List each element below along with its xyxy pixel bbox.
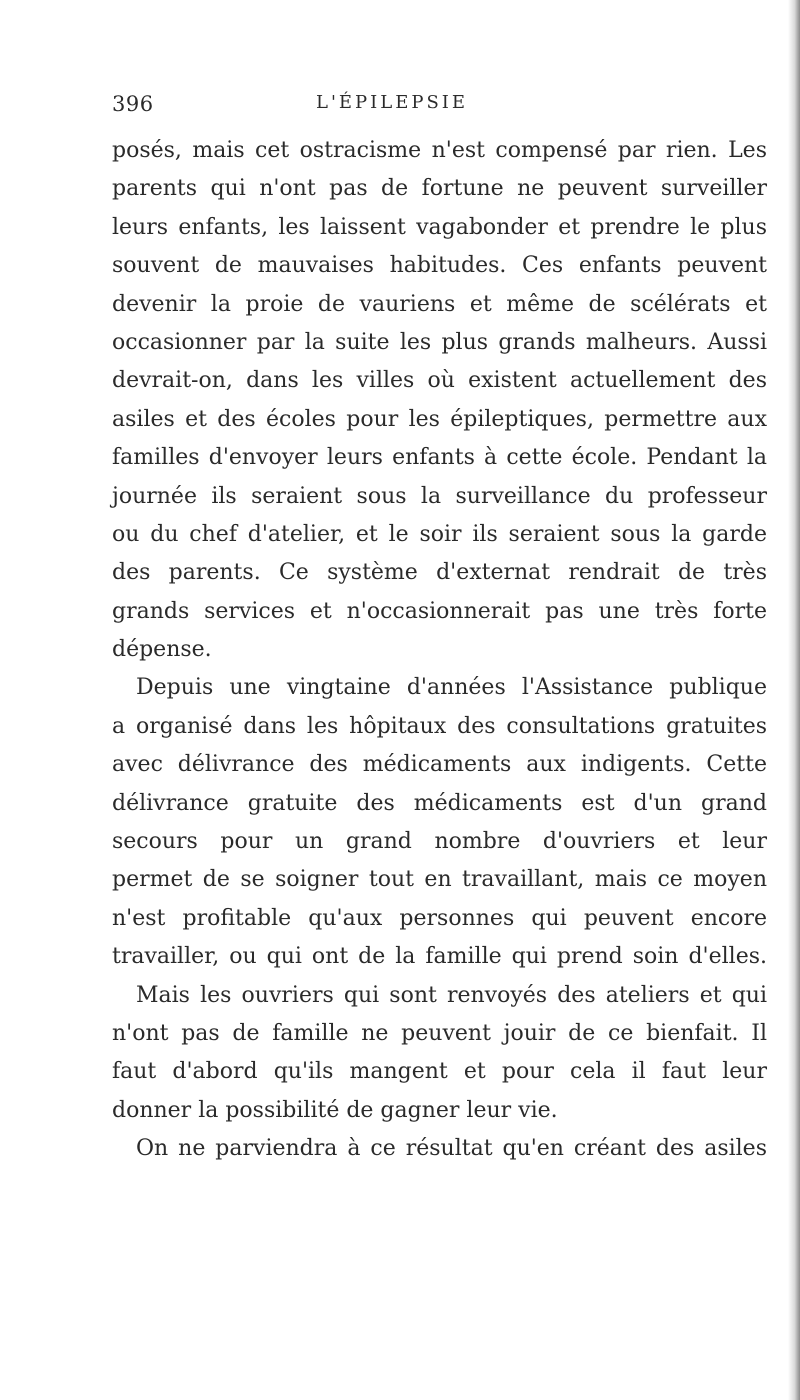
paragraph-first-line: Depuis une vingtaine d'années l'Assistance publique [136, 675, 767, 701]
text-line: leurs enfants, les laissent vagabonder et prendre le plus [112, 214, 767, 240]
text-line: journée ils seraient sous la surveillance du professeur [112, 483, 767, 509]
text-line: occasionner par la suite les plus grands malheurs. Aussi [112, 329, 767, 355]
running-title: L'ÉPILEPSIE [316, 92, 469, 113]
text-line: devrait-on, dans les villes où existent actuellement des [112, 368, 767, 394]
text-line: faut d'abord qu'ils mangent et pour cela il faut leur [112, 1059, 767, 1085]
text-line: secours pour un grand nombre d'ouvriers et leur [112, 829, 767, 855]
text-line: asiles et des écoles pour les épileptiques, permettre aux [112, 406, 767, 432]
text-line: n'ont pas de famille ne peuvent jouir de ce bienfait. Il [112, 1020, 767, 1046]
text-line: dépense. [112, 637, 212, 663]
text-line: délivrance gratuite des médicaments est d'un grand [112, 790, 767, 816]
text-line: donner la possibilité de gagner leur vie. [112, 1097, 558, 1123]
text-line: n'est profitable qu'aux personnes qui peuvent encore [112, 905, 767, 931]
page-number: 396 [112, 92, 154, 116]
text-line: avec délivrance des médicaments aux indigents. Cette [112, 752, 767, 778]
body-text [112, 132, 790, 1169]
text-line: grands services et n'occasionnerait pas une très forte [112, 598, 767, 624]
running-head [0, 92, 800, 124]
text-line: parents qui n'ont pas de fortune ne peuvent surveiller [112, 176, 767, 202]
page-edge-shadow [788, 0, 800, 1400]
text-line: devenir la proie de vauriens et même de scélérats et [112, 291, 767, 317]
text-line: travailler, ou qui ont de la famille qui prend soin d'elles. [112, 944, 767, 970]
text-line: souvent de mauvaises habitudes. Ces enfants peuvent [112, 253, 767, 279]
text-line: permet de se soigner tout en travaillant, mais ce moyen [112, 867, 767, 893]
text-line: a organisé dans les hôpitaux des consultations gratuites [112, 713, 767, 739]
text-line: posés, mais cet ostracisme n'est compensé par rien. Les [112, 138, 767, 163]
text-line: ou du chef d'atelier, et le soir ils seraient sous la garde [112, 521, 767, 547]
paragraph-first-line: Mais les ouvriers qui sont renvoyés des ateliers et qui [136, 982, 767, 1008]
text-line: familles d'envoyer leurs enfants à cette école. Pendant la [112, 445, 767, 471]
paragraph-first-line: On ne parviendra à ce résultat qu'en créant des asiles [136, 1136, 767, 1162]
text-line: des parents. Ce système d'externat rendrait de très [112, 560, 767, 586]
